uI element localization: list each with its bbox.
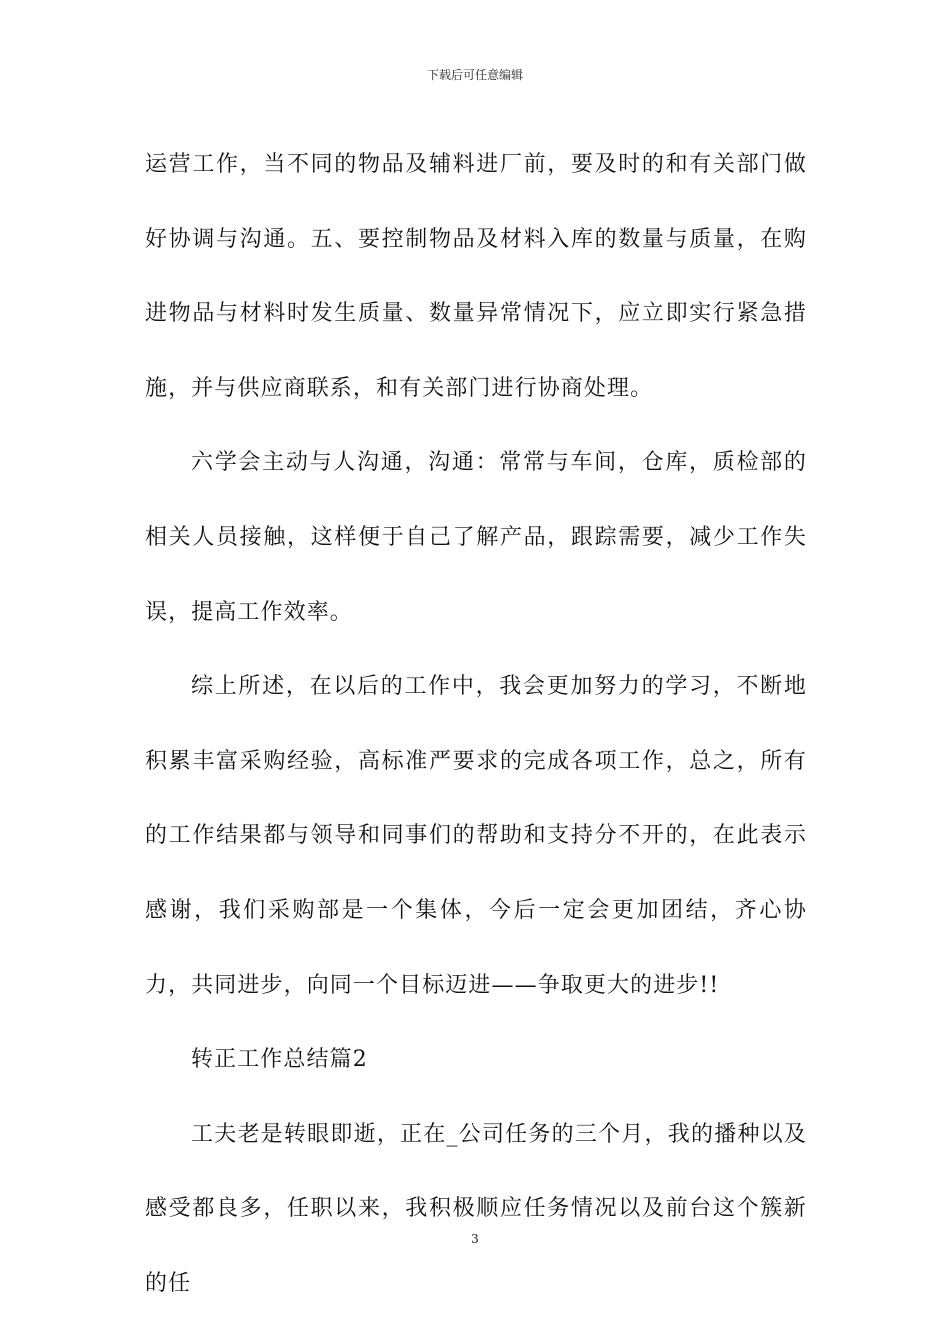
page-number: 3 bbox=[471, 1232, 479, 1246]
section-heading: 转正工作总结篇2 bbox=[191, 1047, 368, 1073]
paragraph-communication: 六学会主动与人沟通，沟通：常常与车间，仓库，质检部的相关人员接触，这样便于自己了解产品，跟踪需要，减少工作失误，提高工作效率。 bbox=[145, 450, 807, 625]
paragraph-summary: 综上所述，在以后的工作中，我会更加努力的学习，不断地积累丰富采购经验，高标准严要求的完成各项工作，总之，所有的工作结果都与领导和同事们的帮助和支持分不开的，在此表示感谢，我们采购部是一个集体，今后一定会更加团结，齐心协力，共同进步，向同一个目标迈进——争取更大的进步!! bbox=[145, 674, 807, 998]
page-header: 下载后可任意编辑 bbox=[426, 68, 523, 82]
paragraph-intro: 工夫老是转眼即逝，正在_公司任务的三个月，我的播种以及感受都良多，任职以来，我积极顺应任务情况以及前台这个簇新的任 bbox=[145, 1121, 807, 1296]
document-body bbox=[145, 128, 807, 1322]
paragraph-continued: 运营工作，当不同的物品及辅料进厂前，要及时的和有关部门做好协调与沟通。五、要控制物品及材料入库的数量与质量，在购进物品与材料时发生质量、数量异常情况下，应立即实行紧急措施，并与供应商联系，和有关部门进行协商处理。 bbox=[145, 152, 807, 401]
